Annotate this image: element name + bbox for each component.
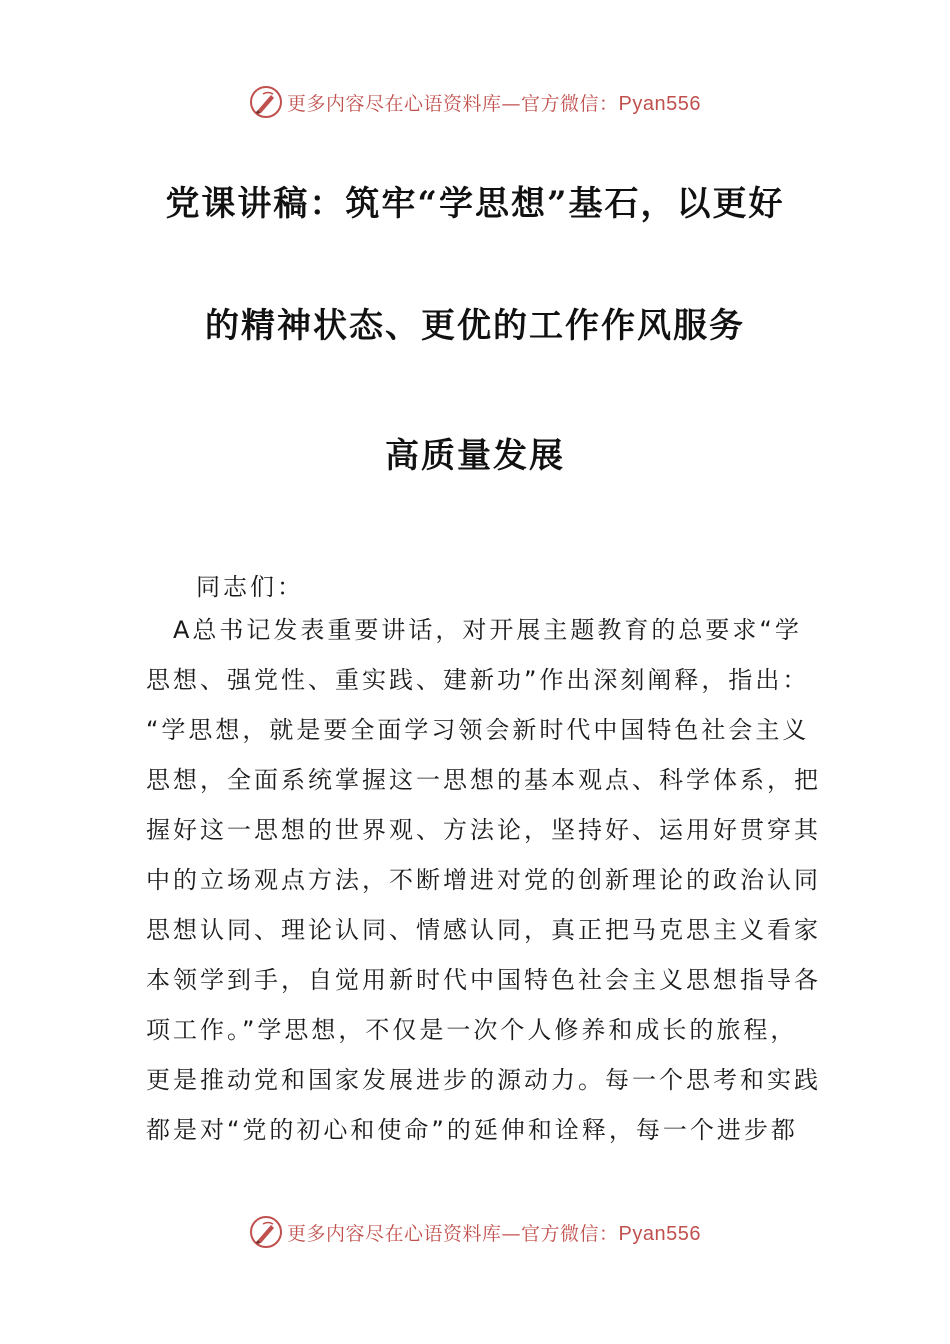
paragraph-line: 思想，全面系统掌握这一思想的基本观点、科学体系，把: [146, 766, 821, 794]
paragraph-line: 思想、强党性、重实践、建新功”作出深刻阐释，指出：: [146, 666, 810, 694]
document-title-line-3: 高质量发展: [385, 436, 565, 476]
watermark-handle: Pyan556: [618, 92, 701, 115]
document-title-line-2: 的精神状态、更优的工作作风服务: [205, 306, 745, 346]
paragraph-line: 更是推动党和国家发展进步的源动力。每一个思考和实践: [146, 1066, 821, 1094]
body-paragraph: [146, 605, 821, 1155]
paragraph-line: 本领学到手，自觉用新时代中国特色社会主义思想指导各: [146, 966, 821, 994]
paragraph-line: 项工作。”学思想，不仅是一次个人修养和成长的旅程，: [146, 1016, 798, 1044]
paragraph-line: 都是对“党的初心和使命”的延伸和诠释，每一个进步都: [146, 1116, 798, 1144]
paragraph-line: 思想认同、理论认同、情感认同，真正把马克思主义看家: [146, 916, 821, 944]
watermark-text: 更多内容尽在心语资料库—官方微信：Pyan556: [287, 92, 701, 115]
paragraph-line: 握好这一思想的世界观、方法论，坚持好、运用好贯穿其: [146, 816, 821, 844]
watermark-banner-bottom: [0, 1212, 950, 1252]
pen-logo-icon: [249, 85, 283, 119]
pen-logo-icon: [249, 1215, 283, 1249]
document-title-line-1: 党课讲稿：筑牢“学思想”基石，以更好: [165, 184, 785, 224]
watermark-banner-top: [0, 82, 950, 122]
salutation: 同志们：: [196, 573, 304, 601]
paragraph-line: 中的立场观点方法，不断增进对党的创新理论的政治认同: [146, 866, 821, 894]
paragraph-line: “学思想，就是要全面学习领会新时代中国特色社会主义: [146, 716, 810, 744]
watermark-handle: Pyan556: [618, 1222, 701, 1245]
paragraph-line: A总书记发表重要讲话，对开展主题教育的总要求“学: [146, 616, 802, 644]
watermark-text: 更多内容尽在心语资料库—官方微信：Pyan556: [287, 1222, 701, 1245]
